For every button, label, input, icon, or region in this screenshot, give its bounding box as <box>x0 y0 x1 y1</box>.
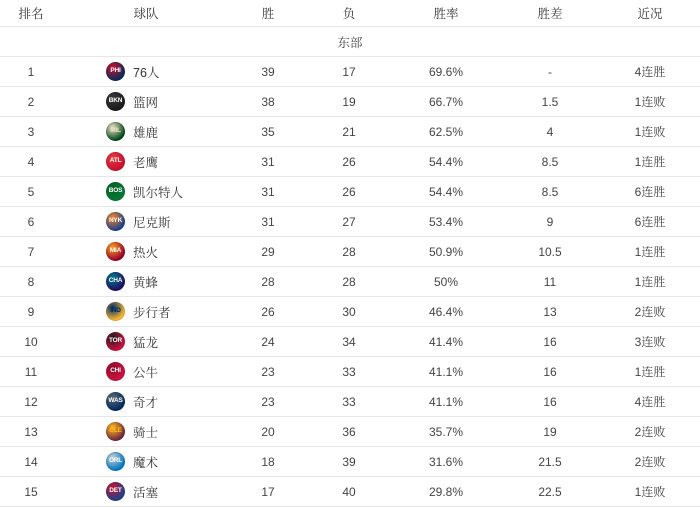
cell-rank: 5 <box>0 177 62 207</box>
cell-win-pct: 31.6% <box>392 447 500 477</box>
cell-losses: 33 <box>306 387 392 417</box>
cell-recent-form: 1连败 <box>600 477 700 507</box>
cell-games-behind: 19 <box>500 417 600 447</box>
team-logo-icon: DET <box>106 482 125 501</box>
cell-games-behind: 8.5 <box>500 177 600 207</box>
team-name-label: 活塞 <box>133 485 159 500</box>
team-name-label: 骑士 <box>133 425 159 440</box>
cell-team[interactable] <box>62 267 230 297</box>
team-logo-icon: BOS <box>106 182 125 201</box>
cell-games-behind: 11 <box>500 267 600 297</box>
cell-win-pct: 69.6% <box>392 57 500 87</box>
cell-win-pct: 54.4% <box>392 177 500 207</box>
team-name-label: 黄蜂 <box>133 275 159 290</box>
team-logo-icon: CLE <box>106 422 125 441</box>
cell-win-pct: 46.4% <box>392 297 500 327</box>
cell-games-behind: 21.5 <box>500 447 600 477</box>
table-row[interactable] <box>0 417 700 447</box>
team-logo-icon: WAS <box>106 392 125 411</box>
team-logo-icon: NYK <box>106 212 125 231</box>
cell-win-pct: 54.4% <box>392 147 500 177</box>
cell-win-pct: 50% <box>392 267 500 297</box>
cell-wins: 28 <box>230 267 306 297</box>
cell-win-pct: 29.8% <box>392 477 500 507</box>
cell-games-behind: 4 <box>500 117 600 147</box>
cell-rank: 6 <box>0 207 62 237</box>
cell-losses: 26 <box>306 147 392 177</box>
cell-wins: 38 <box>230 87 306 117</box>
cell-recent-form: 3连败 <box>600 327 700 357</box>
table-row[interactable] <box>0 297 700 327</box>
column-header-rank: 排名 <box>0 0 62 27</box>
cell-losses: 21 <box>306 117 392 147</box>
team-logo-icon: CHI <box>106 362 125 381</box>
cell-win-pct: 50.9% <box>392 237 500 267</box>
cell-losses: 34 <box>306 327 392 357</box>
table-header <box>0 0 700 27</box>
cell-team[interactable] <box>62 237 230 267</box>
cell-recent-form: 1连胜 <box>600 357 700 387</box>
team-logo-icon: PHI <box>106 62 125 81</box>
column-header-losses: 负 <box>306 0 392 27</box>
cell-recent-form: 1连胜 <box>600 237 700 267</box>
cell-win-pct: 35.7% <box>392 417 500 447</box>
conference-divider-row <box>0 27 700 57</box>
cell-wins: 31 <box>230 207 306 237</box>
cell-win-pct: 41.4% <box>392 327 500 357</box>
cell-losses: 26 <box>306 177 392 207</box>
team-name-label: 凯尔特人 <box>133 185 184 200</box>
cell-win-pct: 53.4% <box>392 207 500 237</box>
cell-rank: 11 <box>0 357 62 387</box>
cell-rank: 14 <box>0 447 62 477</box>
column-header-gamesbehind: 胜差 <box>500 0 600 27</box>
team-name-label: 魔术 <box>133 455 159 470</box>
conference-label: 东部 <box>0 27 700 57</box>
table-body <box>0 27 700 507</box>
cell-recent-form: 2连败 <box>600 297 700 327</box>
cell-rank: 10 <box>0 327 62 357</box>
cell-games-behind: 22.5 <box>500 477 600 507</box>
table-row[interactable] <box>0 147 700 177</box>
cell-team[interactable] <box>62 87 230 117</box>
cell-games-behind: 9 <box>500 207 600 237</box>
cell-win-pct: 41.1% <box>392 387 500 417</box>
team-logo-icon: ATL <box>106 152 125 171</box>
cell-team[interactable] <box>62 147 230 177</box>
cell-wins: 26 <box>230 297 306 327</box>
team-logo-icon: ORL <box>106 452 125 471</box>
cell-rank: 8 <box>0 267 62 297</box>
team-name-label: 奇才 <box>133 395 159 410</box>
table-row[interactable] <box>0 117 700 147</box>
table-row[interactable] <box>0 477 700 507</box>
team-name-label: 步行者 <box>133 305 171 320</box>
cell-games-behind: 16 <box>500 387 600 417</box>
column-header-recent: 近况 <box>600 0 700 27</box>
table-row[interactable] <box>0 357 700 387</box>
cell-wins: 23 <box>230 387 306 417</box>
cell-team[interactable] <box>62 477 230 507</box>
cell-recent-form: 1连败 <box>600 117 700 147</box>
table-row[interactable] <box>0 237 700 267</box>
cell-losses: 39 <box>306 447 392 477</box>
cell-wins: 23 <box>230 357 306 387</box>
team-name-label: 76人 <box>133 65 160 80</box>
cell-recent-form: 2连败 <box>600 417 700 447</box>
table-row[interactable] <box>0 267 700 297</box>
team-name-label: 老鹰 <box>133 155 159 170</box>
cell-rank: 4 <box>0 147 62 177</box>
cell-rank: 13 <box>0 417 62 447</box>
cell-wins: 24 <box>230 327 306 357</box>
cell-team[interactable] <box>62 327 230 357</box>
cell-team[interactable] <box>62 417 230 447</box>
cell-wins: 20 <box>230 417 306 447</box>
cell-games-behind: 16 <box>500 357 600 387</box>
team-logo-icon: BKN <box>106 92 125 111</box>
table-row[interactable] <box>0 447 700 477</box>
team-logo-icon: MIA <box>106 242 125 261</box>
column-header-wins: 胜 <box>230 0 306 27</box>
cell-rank: 3 <box>0 117 62 147</box>
cell-recent-form: 4连胜 <box>600 57 700 87</box>
header-row <box>0 0 700 27</box>
cell-losses: 28 <box>306 237 392 267</box>
cell-team[interactable] <box>62 447 230 477</box>
cell-wins: 31 <box>230 177 306 207</box>
cell-losses: 33 <box>306 357 392 387</box>
cell-games-behind: 10.5 <box>500 237 600 267</box>
team-name-label: 热火 <box>133 245 159 260</box>
cell-losses: 40 <box>306 477 392 507</box>
cell-rank: 1 <box>0 57 62 87</box>
table-row[interactable] <box>0 177 700 207</box>
cell-wins: 31 <box>230 147 306 177</box>
cell-team[interactable] <box>62 297 230 327</box>
column-header-winpct: 胜率 <box>392 0 500 27</box>
table-row[interactable] <box>0 57 700 87</box>
cell-losses: 17 <box>306 57 392 87</box>
cell-team[interactable] <box>62 177 230 207</box>
cell-losses: 36 <box>306 417 392 447</box>
cell-team[interactable] <box>62 117 230 147</box>
cell-rank: 9 <box>0 297 62 327</box>
team-name-label: 尼克斯 <box>133 215 171 230</box>
team-name-label: 公牛 <box>133 365 159 380</box>
team-name-label: 篮网 <box>133 95 159 110</box>
cell-losses: 19 <box>306 87 392 117</box>
cell-wins: 39 <box>230 57 306 87</box>
cell-recent-form: 1连败 <box>600 87 700 117</box>
cell-losses: 27 <box>306 207 392 237</box>
cell-games-behind: - <box>500 57 600 87</box>
column-header-team: 球队 <box>62 0 230 27</box>
cell-games-behind: 16 <box>500 327 600 357</box>
cell-games-behind: 1.5 <box>500 87 600 117</box>
cell-recent-form: 6连胜 <box>600 207 700 237</box>
cell-rank: 12 <box>0 387 62 417</box>
team-logo-icon: TOR <box>106 332 125 351</box>
cell-recent-form: 4连胜 <box>600 387 700 417</box>
team-name-label: 猛龙 <box>133 335 159 350</box>
cell-rank: 15 <box>0 477 62 507</box>
team-logo-icon: CHA <box>106 272 125 291</box>
table-row[interactable] <box>0 87 700 117</box>
cell-wins: 35 <box>230 117 306 147</box>
cell-wins: 18 <box>230 447 306 477</box>
team-logo-icon: MIL <box>106 122 125 141</box>
cell-team[interactable] <box>62 57 230 87</box>
cell-recent-form: 6连胜 <box>600 177 700 207</box>
cell-team[interactable] <box>62 357 230 387</box>
table-row[interactable] <box>0 387 700 417</box>
team-name-label: 雄鹿 <box>133 125 159 140</box>
cell-recent-form: 1连胜 <box>600 267 700 297</box>
cell-rank: 7 <box>0 237 62 267</box>
cell-games-behind: 13 <box>500 297 600 327</box>
cell-team[interactable] <box>62 387 230 417</box>
cell-games-behind: 8.5 <box>500 147 600 177</box>
table-row[interactable] <box>0 327 700 357</box>
cell-losses: 30 <box>306 297 392 327</box>
cell-win-pct: 62.5% <box>392 117 500 147</box>
cell-recent-form: 1连胜 <box>600 147 700 177</box>
table-row[interactable] <box>0 207 700 237</box>
cell-win-pct: 66.7% <box>392 87 500 117</box>
cell-losses: 28 <box>306 267 392 297</box>
cell-wins: 17 <box>230 477 306 507</box>
cell-wins: 29 <box>230 237 306 267</box>
cell-win-pct: 41.1% <box>392 357 500 387</box>
team-logo-icon: IND <box>106 302 125 321</box>
cell-rank: 2 <box>0 87 62 117</box>
cell-team[interactable] <box>62 207 230 237</box>
cell-recent-form: 2连败 <box>600 447 700 477</box>
